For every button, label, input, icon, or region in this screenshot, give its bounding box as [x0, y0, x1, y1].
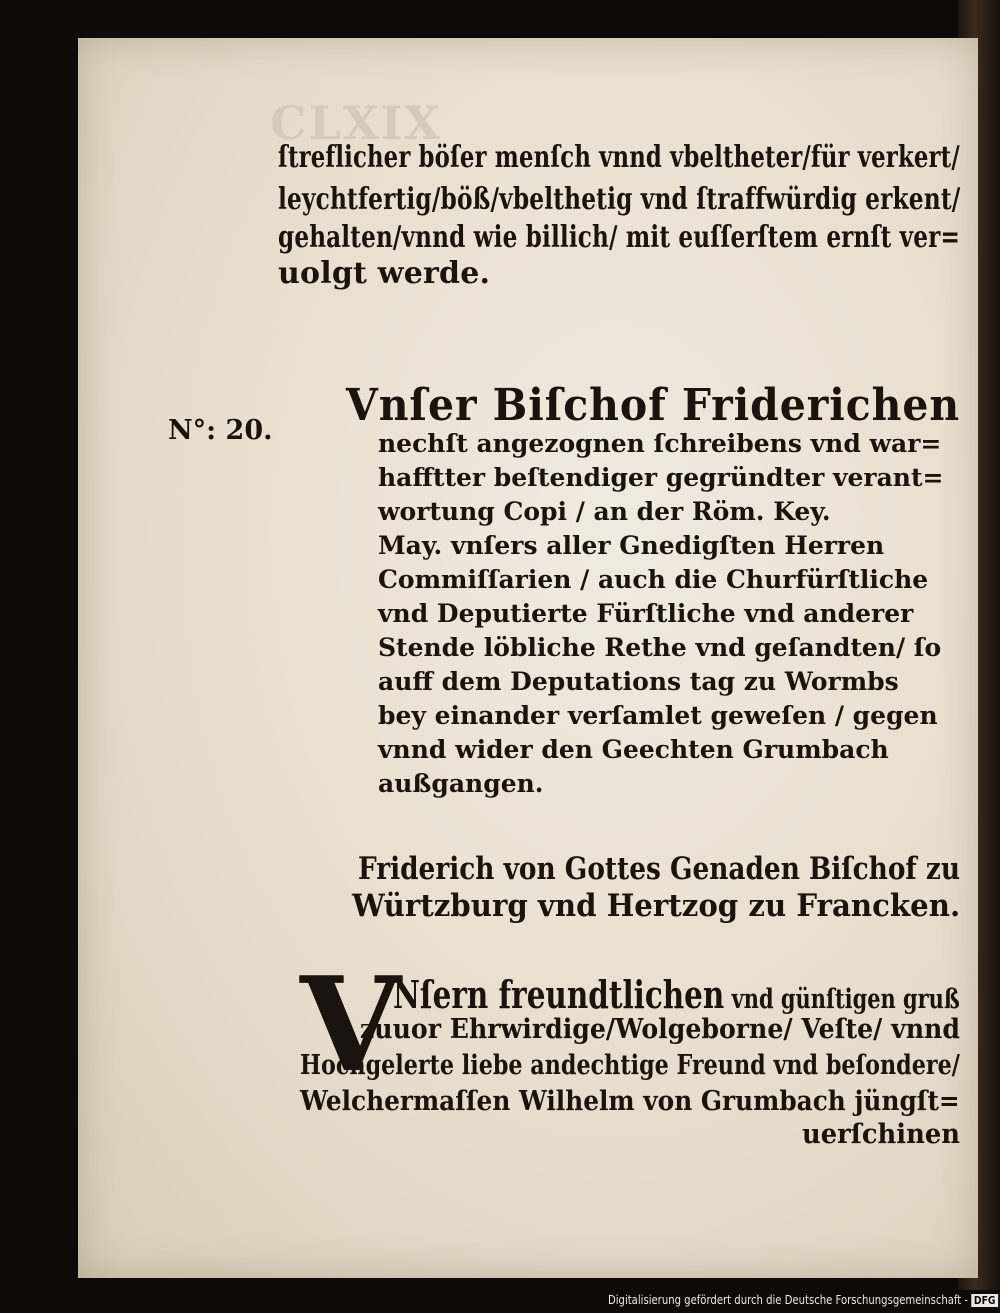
text-line: May. vnſers aller Gnedigſten Herren	[378, 531, 885, 560]
salutation-lead: Nſern freundtlichen	[393, 972, 725, 1017]
text-line: außgangen.	[378, 769, 544, 798]
footer-text: Digitalisierung gefördert durch die Deutsche Forschungsgemeinschaft -	[608, 1293, 969, 1307]
digitization-footer	[608, 1293, 998, 1311]
salutation-rest: vnd günſtigen gruß	[731, 984, 960, 1015]
text-line: Friderich von Gottes Genaden Biſchof zu	[358, 851, 961, 887]
text-line: Stende löbliche Rethe vnd geſandten/ ſo	[378, 633, 942, 662]
text-line: bey einander verſamlet geweſen / gegen	[378, 701, 938, 730]
text-line	[393, 972, 960, 1017]
margin-note: N°: 20.	[168, 415, 273, 446]
text-line: vnnd wider den Geechten Grumbach	[378, 735, 889, 764]
catchword: uerſchinen	[802, 1119, 960, 1150]
section-heading: Vnſer Biſchof Friderichen	[346, 380, 961, 431]
text-line: gehalten/vnnd wie billich/ mit euſſerſtem ernſt ver=	[278, 220, 960, 255]
foliation-number: CLXIX	[270, 96, 442, 150]
text-line: uolgt werde.	[278, 256, 491, 291]
text-line: Welchermaſſen Wilhelm von Grumbach jüngſt=	[300, 1086, 960, 1117]
text-line: hafftter beſtendiger gegründter verant=	[378, 463, 944, 492]
text-line: Commiſſarien / auch die Churfürſtliche	[378, 565, 929, 594]
text-line: wortung Copi / an der Röm. Key.	[378, 497, 831, 526]
text-line: vnd Deputierte Fürſtliche vnd anderer	[378, 599, 914, 628]
dfg-logo: DFG	[971, 1294, 998, 1307]
text-line: ſtreflicher böſer menſch vnnd vbeltheter/für verkert/	[278, 140, 960, 175]
text-line: zuuor Ehrwirdige/Wolgeborne/ Veſte/ vnnd	[360, 1014, 960, 1045]
text-line: auff dem Deputations tag zu Wormbs	[378, 667, 899, 696]
text-line: Hochgelerte liebe andechtige Freund vnd beſondere/	[300, 1050, 960, 1081]
text-line: Würtzburg vnd Hertzog zu Francken.	[352, 888, 961, 924]
text-line: nechſt angezognen ſchreibens vnd war=	[378, 429, 942, 458]
drop-cap: V	[300, 948, 401, 1101]
text-line: leychtfertig/böß/vbelthetig vnd ſtraffwürdig erkent/	[278, 182, 961, 217]
